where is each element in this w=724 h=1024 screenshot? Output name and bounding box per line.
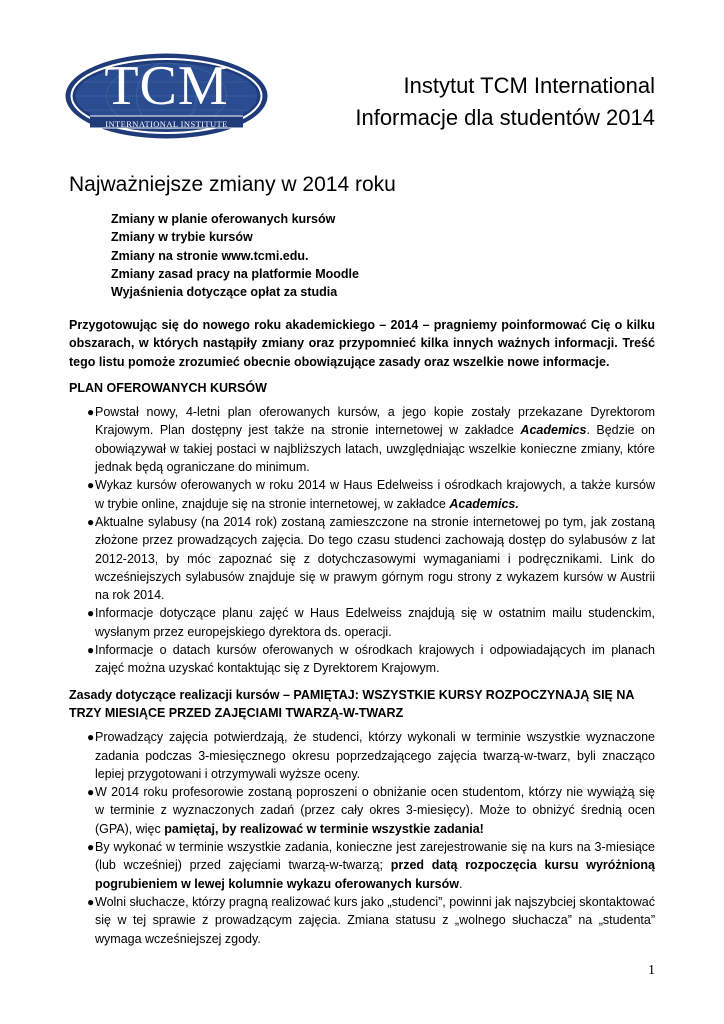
bullet-icon: ● bbox=[87, 514, 95, 529]
summary-item: Zmiany w trybie kursów bbox=[111, 230, 253, 245]
summary-item: Wyjaśnienia dotyczące opłat za studia bbox=[111, 285, 338, 300]
list-item-text: Informacje o datach kursów oferowanych w ośrodkach krajowych i odpowiadających im planach zajęć można uzyskać kontaktując się z Dyrektorem Krajowym. bbox=[95, 643, 655, 676]
section-title-course-plan: PLAN OFEROWANYCH KURSÓW bbox=[69, 380, 267, 395]
main-heading: Najważniejsze zmiany w 2014 roku bbox=[69, 173, 396, 196]
list-item bbox=[69, 641, 655, 678]
list-item bbox=[69, 783, 655, 838]
section-title-course-rules: Zasady dotyczące realizacji kursów – PAMIĘTAJ: WSZYSTKIE KURSY ROZPOCZYNAJĄ SIĘ NA TRZY MIESIĄCE PRZED ZAJĘCIAMI TWARZĄ-W-TWARZ bbox=[69, 687, 634, 720]
list-item bbox=[69, 476, 655, 513]
summary-item: Zmiany na stronie www.tcmi.edu. bbox=[111, 248, 309, 263]
list-item bbox=[69, 893, 655, 948]
list-item bbox=[69, 604, 655, 641]
list-item-text: Wolni słuchacze, którzy pragną realizować kurs jako „studenci”, powinni jak najszybciej skontaktować się w tej sprawie z prowadzącym zajęcia. Zmiana statusu z „wolnego słuchacza” na „studenta” wymaga wcześniejszej zgody. bbox=[95, 894, 655, 946]
list-item bbox=[69, 838, 655, 893]
changes-summary-list bbox=[111, 210, 359, 301]
bullet-icon: ● bbox=[87, 606, 95, 621]
document-header bbox=[355, 70, 655, 134]
list-item-text: . Będzie on obowiązywał w takiej postaci w najbliższych latach, uwzględniając wszelkie konieczne zmiany, które jednak będą ograniczane do minimum. bbox=[95, 423, 655, 475]
list-item bbox=[69, 513, 655, 604]
list-item bbox=[69, 403, 655, 476]
list-item-text: By wykonać w terminie wszystkie zadania, konieczne jest zarejestrowanie się na kurs na 3-miesiące (lub wcześniej) przed zajęciami twarzą-w-twarzą; bbox=[95, 840, 655, 873]
logo-subtitle: INTERNATIONAL INSTITUTE bbox=[105, 119, 228, 129]
academics-emphasis: Academics. bbox=[449, 496, 519, 511]
deadline-reminder: pamiętaj, by realizować w terminie wszystkie zadania! bbox=[164, 821, 484, 836]
document-body bbox=[69, 316, 655, 956]
page-number: 1 bbox=[648, 963, 655, 978]
document-subtitle: Informacje dla studentów 2014 bbox=[355, 105, 655, 130]
list-item-text: Powstał nowy, 4-letni plan oferowanych kursów, a jego kopie zostały przekazane Dyrektorom Krajowym. Plan dostępny jest także na stronie internetowej w zakładce bbox=[95, 405, 655, 438]
bullet-icon: ● bbox=[87, 405, 95, 420]
bullet-icon: ● bbox=[87, 785, 95, 800]
institute-title: Instytut TCM International bbox=[403, 73, 655, 98]
list-item-text: . bbox=[458, 876, 463, 891]
logo-wordmark: TCM bbox=[104, 55, 229, 117]
registration-deadline-emphasis: przed datą rozpoczęcia kursu wyróżnioną pogrubieniem w lewej kolumnie wykazu oferowanych kursów bbox=[95, 858, 656, 891]
intro-paragraph: Przygotowując się do nowego roku akademickiego – 2014 – pragniemy poinformować Cię o kilku obszarach, w których nastąpiły zmiany oraz przypomnieć kilka innych ważnych informacji. Treść tego listu pomoże zrozumieć obecnie obowiązujące zasady oraz wszelkie nowe informacje. bbox=[69, 318, 655, 369]
summary-item: Zmiany zasad pracy na platformie Moodle bbox=[111, 266, 359, 281]
list-item-text: Informacje dotyczące planu zajęć w Haus Edelweiss znajdują się w ostatnim mailu studenckim, wysłanym przez europejskiego dyrektora ds. operacji. bbox=[95, 606, 655, 639]
course-plan-list bbox=[69, 403, 655, 677]
academics-emphasis: Academics bbox=[520, 423, 587, 438]
list-item-text: Aktualne sylabusy (na 2014 rok) zostaną zamieszczone na stronie internetowej po tym, jak zostaną złożone przez prowadzących zajęcia. Do tego czasu studenci zachowają dostęp do sylabusów z lat 2012-2013, by móc zapoznać się z dotychczasowymi wymaganiami i podręcznikami. Link do wcześniejszych sylabusów znajduje się w prawym górnym rogu strony z wykazem kursów w Austrii na rok 2014. bbox=[95, 514, 655, 603]
list-item-text: Wykaz kursów oferowanych w roku 2014 w Haus Edelweiss i ośrodkach krajowych, a także kursów w trybie online, znajduje się na stronie internetowej, w zakładce bbox=[95, 478, 655, 511]
bullet-icon: ● bbox=[87, 840, 95, 855]
list-item-text: Prowadzący zajęcia potwierdzają, że studenci, którzy wykonali w terminie wszystkie wyznaczone zadania podczas 3-miesięcznego okresu poprzedzającego zajęcia twarzą-w-twarz, byli znacząco lepiej przygotowani i otrzymywali wyższe oceny. bbox=[95, 730, 655, 781]
bullet-icon: ● bbox=[87, 730, 95, 745]
tcm-logo bbox=[64, 52, 269, 140]
summary-item: Zmiany w planie oferowanych kursów bbox=[111, 212, 336, 226]
list-item bbox=[69, 728, 655, 783]
bullet-icon: ● bbox=[87, 478, 95, 493]
bullet-icon: ● bbox=[87, 894, 95, 909]
list-item-text: W 2014 roku profesorowie zostaną poproszeni o obniżanie ocen studentom, którzy nie wywiążą się w terminie z wyznaczonych zadań (przez cały okres 3-miesięcy). Może to obniżyć średnią ocen (GPA), więc bbox=[95, 785, 655, 836]
bullet-icon: ● bbox=[87, 643, 95, 658]
course-rules-list bbox=[69, 728, 655, 948]
